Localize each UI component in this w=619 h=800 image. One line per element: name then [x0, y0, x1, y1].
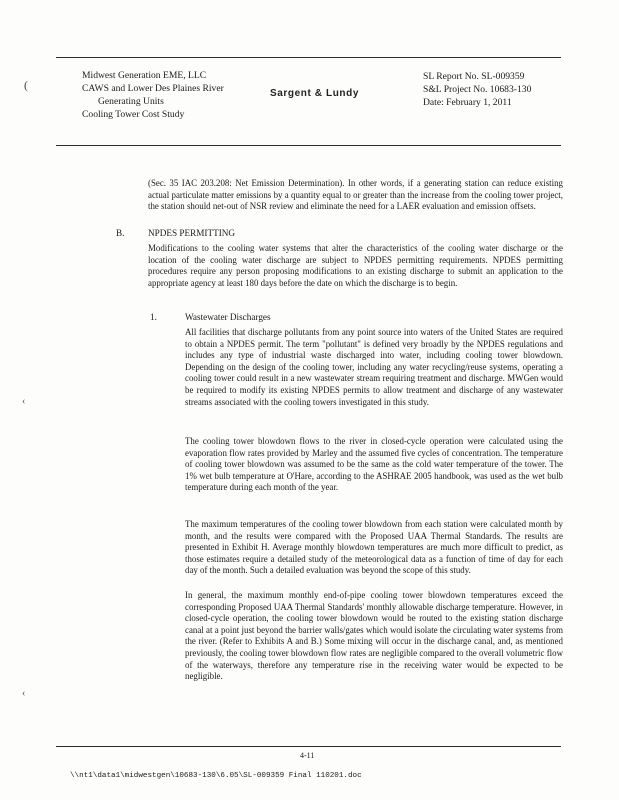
section-letter: B.: [116, 228, 125, 238]
margin-mark: (: [24, 78, 28, 92]
intro-paragraph: (Sec. 35 IAC 203.208: Net Emission Determination). In other words, if a generating station can reduce existing actual particulate matter emissions by a quantity equal to or greater than the increase from the cooling tower project, the station should net-out of NSR review and eliminate the need for a LAER evaluation and emission offsets.: [148, 178, 563, 212]
paragraph-general-conclusion: In general, the maximum monthly end-of-pipe cooling tower blowdown temperatures exceed the corresponding Proposed UAA Thermal Standards' monthly allowable discharge temperature. However, in closed-cycle operation, the cooling tower blowdown would be routed to the existing station discharge canal at a point just beyond the barrier walls/gates which would isolate the circulating water systems from the river. (Refer to Exhibits A and B.) Some mixing will occur in the discharge canal, and, as mentioned previously, the cooling tower blowdown flow rates are negligible compared to the overall volumetric flow of the waterways, therefore any temperature rise in the receiving water would be expected to be negligible.: [185, 590, 563, 682]
footer-rule: [56, 746, 561, 747]
header-company: Midwest Generation EME, LLC: [82, 70, 207, 81]
header-bottom-rule: [56, 145, 561, 146]
header-study: Cooling Tower Cost Study: [82, 109, 185, 120]
subsection-number: 1.: [150, 312, 157, 322]
footer-file-path: \\nt1\data1\midwestgen\10683-130\6.05\SL-009359 Final 110201.doc: [70, 772, 362, 780]
header-date: Date: February 1, 2011: [423, 97, 512, 108]
section-title: NPDES PERMITTING: [148, 228, 236, 238]
company-logo: Sargent & Lundy: [270, 88, 360, 99]
paragraph-wastewater: All facilities that discharge pollutants from any point source into waters of the United States are required to obtain a NPDES permit. The term "pollutant" is defined very broadly by the NPDES regulations and includes any type of industrial waste discharged into water, including cooling tower blowdown. Depending on the design of the cooling tower, including any water recycling/reuse systems, operating a cooling tower could result in a new wastewater stream requiring treatment and discharge. MWGen would be required to modify its existing NPDES permits to allow treatment and discharge of any wastewater streams associated with the cooling towers investigated in this study.: [185, 327, 563, 407]
header-project-number: S&L Project No. 10683-130: [423, 84, 532, 95]
margin-mark: ‹: [22, 688, 26, 699]
subsection-title: Wastewater Discharges: [185, 312, 271, 322]
paragraph-max-temperatures: The maximum temperatures of the cooling tower blowdown from each station were calculated month by month, and the results were compared with the Proposed UAA Thermal Standards. The results are presented in Exhibit H. Average monthly blowdown temperatures are much more difficult to predict, as those estimates require a detailed study of the meteorological data as a function of time of day for each day of the month. Such a detailed evaluation was beyond the scope of this study.: [185, 519, 563, 576]
section-paragraph: Modifications to the cooling water systems that alter the characteristics of the cooling water discharge or the location of the cooling water discharge are subject to NPDES permitting requirements. NPDES permitting procedures require any person proposing modifications to an existing discharge to submit an application to the appropriate agency at least 180 days before the date on which the discharge is to begin.: [148, 243, 563, 288]
page-number: 4-11: [300, 751, 315, 760]
header-top-rule: [56, 57, 561, 58]
header-plant: CAWS and Lower Des Plaines River: [82, 83, 224, 94]
paragraph-blowdown-flows: The cooling tower blowdown flows to the river in closed-cycle operation were calculated using the evaporation flow rates provided by Marley and the assumed five cycles of concentration. The temperature of cooling tower blowdown was assumed to be the same as the cold water temperature of the tower. The 1% wet bulb temperature at O'Hare, according to the ASHRAE 2005 handbook, was used as the wet bulb temperature during each month of the year.: [185, 436, 563, 493]
header-report-number: SL Report No. SL-009359: [423, 71, 525, 82]
margin-mark: ‹: [22, 396, 26, 407]
header-units: Generating Units: [98, 96, 164, 107]
